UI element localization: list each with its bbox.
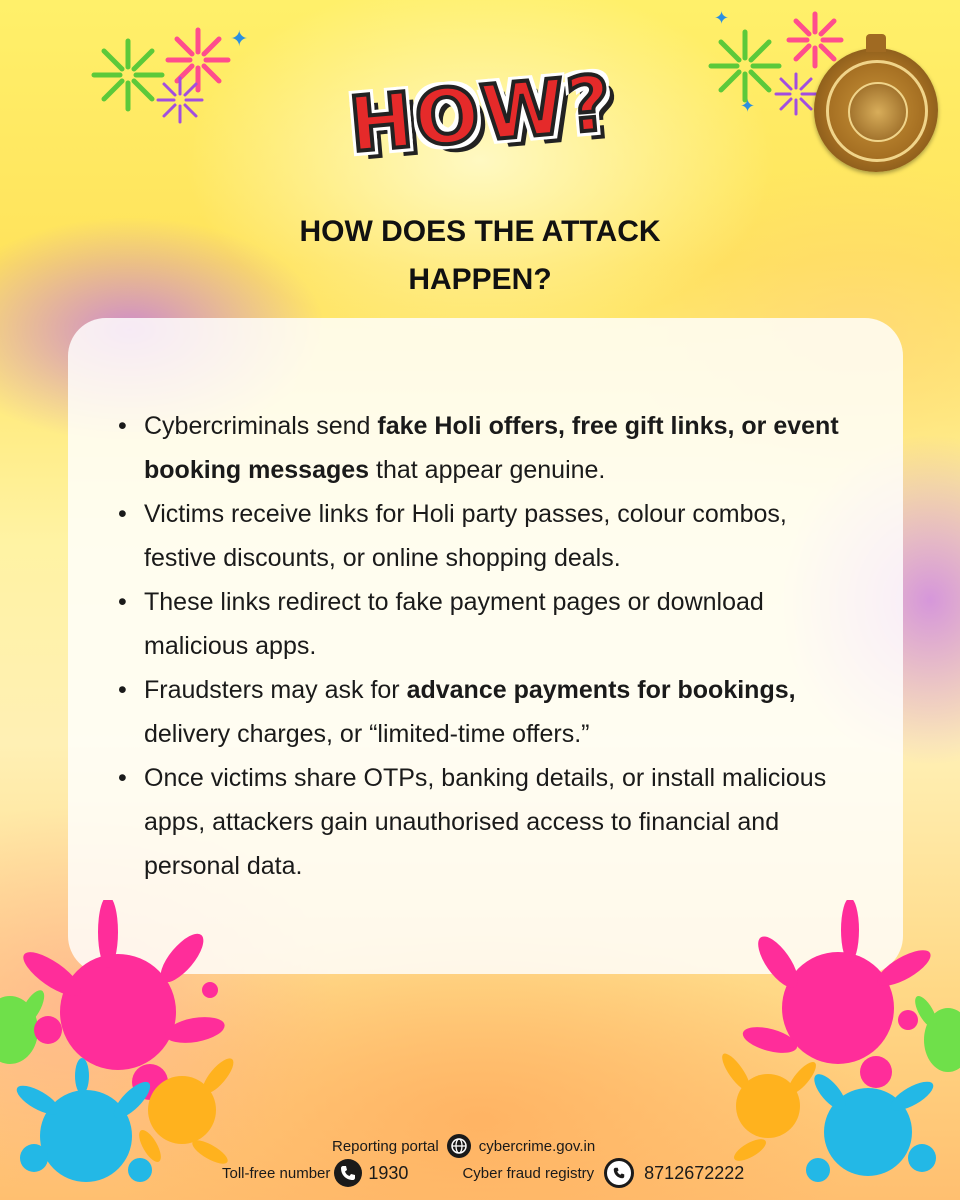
bullet-icon: • [118, 500, 127, 528]
sparkle-icon: ✦ [230, 26, 249, 51]
list-item [118, 668, 858, 756]
tollfree-label: Toll-free number [222, 1164, 331, 1182]
page-title-line-1: HOW DOES THE ATTACK [299, 215, 661, 248]
bullet-icon: • [118, 764, 127, 792]
bullet-text: Once victims share OTPs, banking details, or install malicious apps, attackers gain unauthorised access to financial and personal data. [144, 764, 827, 880]
list-item [118, 492, 858, 580]
globe-icon [447, 1134, 471, 1158]
firework-icon [150, 70, 210, 130]
portal-label: Reporting portal [332, 1137, 439, 1155]
how-badge-text: HOW? [345, 57, 617, 169]
bullet-icon: • [118, 676, 127, 704]
list-item [118, 756, 858, 888]
phone-icon [334, 1159, 362, 1187]
bullet-text-bold: fake Holi offers, free gift links, or event booking messages [144, 412, 839, 484]
seal-icon [814, 48, 938, 172]
portal-link[interactable]: cybercrime.gov.in [478, 1137, 596, 1155]
footer-contact-row [222, 1156, 744, 1190]
registry-label: Cyber fraud registry [462, 1164, 595, 1182]
bullet-list [118, 404, 858, 888]
list-item [118, 580, 858, 668]
tollfree-number[interactable]: 1930 [368, 1162, 409, 1183]
bullet-icon: • [118, 588, 127, 616]
bullet-text: These links redirect to fake payment pages or download malicious apps. [144, 588, 764, 660]
sparkle-icon: ✦ [714, 8, 730, 28]
bullet-text: Victims receive links for Holi party passes, colour combos, festive discounts, or online shopping deals. [144, 500, 787, 572]
registry-number[interactable]: 8712672222 [644, 1162, 745, 1183]
list-item [118, 404, 858, 492]
page-title [180, 208, 780, 304]
paint-splash-right [700, 900, 960, 1200]
whatsapp-icon [604, 1158, 634, 1188]
sparkle-icon: ✦ [740, 96, 756, 116]
bullet-text: Cybercriminals send [144, 412, 378, 440]
bullet-text: that appear genuine. [369, 456, 606, 484]
bullet-text-bold: advance payments for bookings, [406, 676, 796, 704]
bullet-icon: • [118, 412, 127, 440]
how-badge [345, 57, 617, 169]
page-title-line-2: HAPPEN? [408, 263, 552, 296]
bullet-text: Fraudsters may ask for [144, 676, 407, 704]
bullet-text: delivery charges, or “limited-time offers.” [144, 720, 590, 748]
paint-splash-left [0, 900, 270, 1200]
